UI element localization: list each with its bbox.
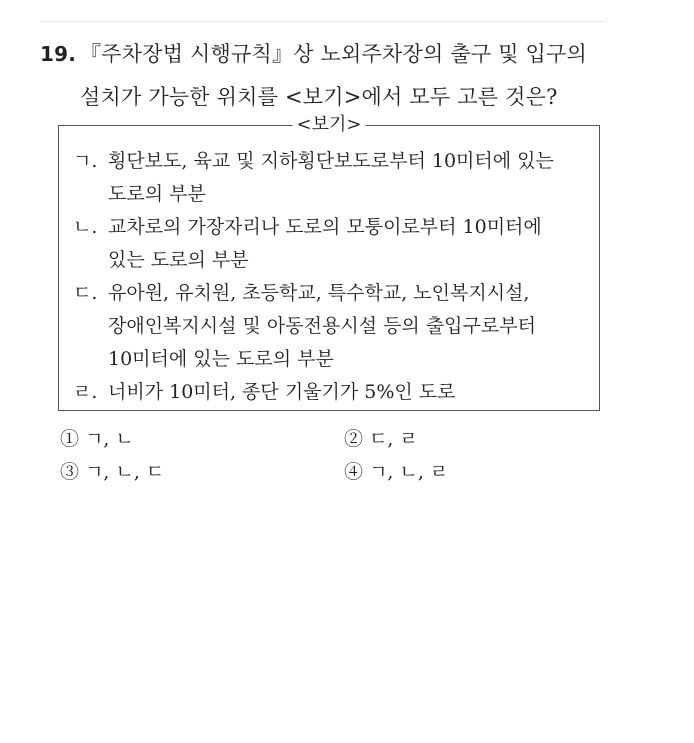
question-text-line-1: 『주차장법 시행규칙』상 노외주차장의 출구 및 입구의: [80, 42, 588, 66]
choice-text: ㄱ, ㄴ, ㄹ: [369, 461, 449, 483]
bogi-item-digeut: [73, 277, 598, 376]
question-line-2: [40, 76, 620, 119]
choice-4[interactable]: [344, 456, 448, 489]
item-text-line: 10미터에 있는 도로의 부분: [108, 348, 334, 370]
choice-2[interactable]: [344, 423, 418, 456]
item-text-line: 장애인복지시설 및 아동전용시설 등의 출입구로부터: [108, 315, 536, 337]
choice-number: ③: [60, 461, 80, 483]
item-text-line: 횡단보도, 육교 및 지하횡단보도로부터 10미터에 있는: [108, 150, 554, 172]
item-text-line: 도로의 부분: [108, 183, 206, 205]
choice-text: ㄱ, ㄴ, ㄷ: [85, 461, 165, 483]
item-text-line: 유아원, 유치원, 초등학교, 특수학교, 노인복지시설,: [108, 282, 530, 304]
choice-text: ㄷ, ㄹ: [369, 428, 418, 450]
question-19: [40, 33, 620, 119]
bogi-item-rieul: [73, 376, 598, 409]
item-text-line: 교차로의 가장자리나 도로의 모퉁이로부터 10미터에: [108, 216, 542, 238]
top-divider: [40, 21, 605, 22]
item-marker: ㄹ.: [73, 381, 98, 403]
choice-number: ①: [60, 428, 80, 450]
item-marker: ㄷ.: [73, 282, 98, 304]
item-marker: ㄱ.: [73, 150, 98, 172]
item-marker: ㄴ.: [73, 216, 98, 238]
question-text-line-2: 설치가 가능한 위치를 <보기>에서 모두 고른 것은?: [80, 85, 558, 109]
question-number: 19.: [40, 42, 77, 66]
choice-text: ㄱ, ㄴ: [85, 428, 134, 450]
bogi-items: [73, 145, 598, 409]
item-text-line: 너비가 10미터, 종단 기울기가 5%인 도로: [108, 381, 456, 403]
bogi-box: [58, 114, 600, 411]
bogi-item-giyeok: [73, 145, 598, 211]
question-line-1: [40, 33, 620, 76]
choice-3[interactable]: [60, 456, 164, 489]
item-text-line: 있는 도로의 부분: [108, 249, 249, 271]
bogi-item-nieun: [73, 211, 598, 277]
bogi-title: <보기>: [293, 114, 366, 136]
choice-number: ②: [344, 428, 364, 450]
choice-1[interactable]: [60, 423, 134, 456]
choice-number: ④: [344, 461, 364, 483]
